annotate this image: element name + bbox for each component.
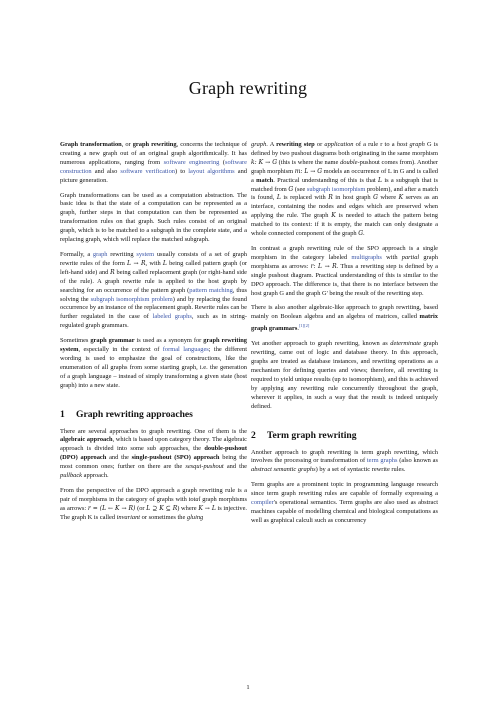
text-run: and the: [223, 463, 247, 471]
text-run: Graph transformations can be used as a computation abstraction. The basic idea is that the state of a computation can be represented as a graph, further steps in that computation can then be represented as transformation rules on that graph. Such rules consist of an original graph, which is to be matched to a subgraph in the complete state, and a replacing graph, which will replace the matched subgraph.: [60, 191, 247, 244]
math-expression: R: [328, 194, 333, 202]
inline-link[interactable]: multigraphs: [351, 253, 382, 261]
text-run: of a rule r to a: [353, 141, 397, 148]
text-run: and picture generation.: [60, 167, 247, 184]
text-run: graph rewriting, came out of logic and database theory. In this approach, graphs are treated as database instances, and rewriting operations as a mechanism for defining queries and views; therefore, all rewriting is required to yield unique results (up to isomorphism), and this is achieved by applying any rewriting rule concurrently throughout the graph, wherever it applies, in such a way that the result is indeed uniquely defined.: [251, 340, 438, 410]
text-run: Another approach to graph rewriting is term graph rewriting, which involves the processing or transformation of: [251, 448, 438, 465]
math-expression: L → R: [127, 259, 146, 267]
inline-link[interactable]: graph: [92, 250, 108, 258]
text-run: . A: [266, 141, 277, 148]
bold-term: graph grammar: [90, 337, 135, 345]
italic-term: determinate: [390, 340, 421, 348]
text-run: serves as an interface, containing the nodes and edges which are preserved when applying the rule. The graph: [251, 194, 438, 220]
text-run: is a subgraph that is matched from: [251, 176, 438, 193]
section-heading: [251, 430, 438, 441]
text-run: , or: [121, 141, 133, 148]
math-expression: m: L → G: [294, 167, 322, 175]
inline-link[interactable]: subgraph isomorphism: [306, 185, 366, 193]
paragraph: [251, 245, 438, 298]
paragraph: [251, 481, 438, 526]
paragraph: [60, 192, 247, 245]
text-run: , thus solving the: [60, 286, 247, 303]
text-run: or: [314, 141, 325, 148]
inline-link[interactable]: subgraph isomorphism problem: [90, 295, 173, 303]
bold-term: double-pushout (DPO) approach: [60, 445, 247, 462]
text-run: , especially in the context of: [78, 346, 163, 354]
inline-link[interactable]: term graphs: [366, 457, 398, 465]
italic-term: graph: [251, 141, 267, 148]
text-run: G is defined by two pushout diagrams both originating in the same morphism: [251, 141, 439, 157]
inline-link[interactable]: system: [136, 250, 155, 258]
bold-term: graph rewriting system: [60, 337, 247, 354]
section-number: 2: [251, 429, 256, 441]
section-number: 1: [60, 408, 65, 420]
text-run: is injective. The graph K is called: [60, 504, 248, 521]
text-run: ; the different wording is used to emphasize the goal of constructions, like the enumeration of all graphs from some starting graph, i.e. the generation of a graph language – instead of simply transforming a given state (host graph) into a new state.: [60, 346, 247, 389]
section-heading: [60, 409, 247, 420]
paragraph: [251, 141, 438, 239]
inline-link[interactable]: software engineering: [163, 158, 220, 166]
text-run: ) to: [174, 167, 189, 175]
text-run: From the perspective of the DPO approach a graph rewriting rule is a pair of morphisms in the category of graphs with: [60, 487, 247, 503]
italic-term: gluing: [186, 513, 204, 521]
math-expression: L: [162, 259, 167, 267]
text-run: Formally, a: [60, 250, 93, 258]
text-run: Yet another approach to graph rewriting, known as: [251, 340, 391, 348]
inline-link[interactable]: software verification: [120, 167, 175, 175]
inline-link[interactable]: formal languages: [162, 346, 209, 354]
text-run: . Practical understanding of this is that: [273, 176, 379, 184]
paragraph: [251, 304, 438, 334]
citation-link[interactable]: [1][2]: [298, 323, 310, 329]
text-run: , which is based upon category theory. The algebraic approach is divided into some sub approaches, the: [60, 436, 247, 453]
italic-term: application: [324, 141, 354, 148]
paragraph: [251, 340, 438, 411]
text-run: Term graphs are a prominent topic in programming language research since term graph rewriting rules are capable of formally expressing a: [251, 481, 438, 498]
bold-term: graph rewriting: [132, 141, 177, 148]
paragraph: [251, 449, 438, 476]
text-run: (: [219, 158, 225, 166]
text-run: -pushout comes from). Another graph morphism: [251, 158, 438, 175]
math-expression: K → L: [198, 504, 216, 512]
math-expression: R: [110, 268, 115, 276]
italic-term: total: [188, 495, 201, 503]
text-run: is used as a synonym for: [134, 337, 204, 345]
paragraph: [60, 251, 247, 331]
text-run: , with: [145, 259, 163, 267]
inline-link[interactable]: pattern matching: [189, 286, 233, 294]
inline-link[interactable]: layout algorithms: [188, 167, 235, 175]
math-expression: K: [398, 194, 404, 202]
text-run: graph morphisms as arrows:: [251, 253, 438, 270]
bold-term: Graph transformation: [60, 141, 122, 148]
bold-term: rewriting step: [276, 141, 315, 148]
text-run: .: [297, 325, 299, 333]
text-run: being called replacement graph (or right-hand side of the rule). A graph rewrite rule is applied to the host graph by searching for an occurrence of the pattern graph (: [60, 268, 248, 294]
inline-link[interactable]: software construction: [60, 158, 248, 175]
italic-term: sesqui-pushout: [185, 463, 224, 471]
text-run: . Thus a rewriting step is defined by a single pushout diagram. Practical understanding of this is similar to the DPO approach. The difference is, that there is no interface between the host graph G and the graph G' being the result of the rewriting step.: [251, 262, 439, 297]
text-run: Sometimes: [60, 337, 91, 345]
text-run: , such as in string-regulated graph grammars.: [60, 313, 247, 330]
text-run: and the: [106, 454, 132, 462]
paragraph: [60, 141, 247, 186]
text-run: ) by a set of syntactic rewrite rules.: [315, 466, 406, 474]
paragraph: [60, 337, 247, 390]
text-run: being the most common ones; further on there are the: [60, 454, 248, 471]
page-number: 1: [246, 684, 250, 691]
right-column: [251, 141, 438, 532]
italic-term: invariant: [116, 513, 141, 521]
math-expression: G: [373, 194, 378, 202]
text-run: , concerns the technique of creating a new graph out of an original graph algorithmically. It has numerous applications, ranging from: [60, 141, 248, 166]
text-run: where: [377, 194, 399, 202]
text-run: (this is where the name: [276, 158, 341, 166]
bold-term: single-pushout (SPO) approach: [131, 454, 220, 462]
bold-term: algebraic approach: [60, 436, 113, 444]
italic-term: partial: [401, 253, 420, 261]
text-run: usually consists of a set of graph rewrite rules of the form: [60, 250, 247, 267]
bold-term: match: [256, 176, 274, 184]
page-title: Graph rewriting: [188, 78, 308, 98]
math-expression: K: [331, 212, 336, 220]
paragraph: [60, 487, 247, 523]
math-expression: G: [358, 230, 363, 238]
italic-term: host graph: [396, 141, 425, 148]
paragraph: [60, 428, 247, 481]
math-expression: k: K → G: [251, 158, 277, 166]
text-run: There are several approaches to graph rewriting. One of them is the: [60, 427, 247, 435]
math-expression: L: [276, 194, 281, 202]
text-run: approach.: [82, 472, 109, 480]
text-run: 's operational semantics. Term graphs are also used as abstract machines capable of modelling chemical and biological computations as well as graphical calculi such as concurrency: [251, 499, 438, 524]
math-expression: L ⊇ K ⊆ R: [146, 504, 178, 512]
text-run: with: [381, 253, 402, 261]
section-title: Graph rewriting approaches: [76, 408, 193, 420]
text-run: is replaced with: [280, 194, 329, 202]
italic-term: double: [340, 158, 358, 166]
math-expression: L: [378, 176, 383, 184]
text-run: is needed to attach the pattern being matched to its context: if it is empty, the match can only designate a whole connected component of the graph: [251, 212, 438, 238]
inline-link[interactable]: labeled graphs: [152, 313, 192, 321]
text-run: There is also another algebraic-like approach to graph rewriting, based mainly on Boolean algebra and an algebra of matrices, called: [251, 304, 438, 321]
text-run: being called pattern graph (or left-hand side) and: [60, 259, 248, 276]
section-title: Term graph rewriting: [267, 429, 357, 441]
text-run: models an occurrence of L in G and is called a: [251, 167, 438, 184]
math-expression: r = (L ← K → R): [87, 504, 136, 512]
text-run: (also known as: [397, 457, 439, 465]
math-expression: G: [288, 185, 294, 193]
text-run: .: [362, 230, 365, 238]
text-run: in host graph: [332, 194, 374, 202]
inline-link[interactable]: compiler: [251, 499, 274, 507]
text-run: graph morphisms as arrows:: [60, 495, 247, 512]
left-column: [60, 141, 247, 529]
italic-term: abstract semantic graphs: [251, 466, 316, 474]
text-run: (or: [135, 504, 147, 512]
text-run: In contrast a graph rewriting rule of the SPO approach is a single morphism in the category labeled: [251, 244, 438, 261]
bold-term: matrix graph grammars: [251, 313, 438, 333]
text-run: or sometimes the: [140, 513, 187, 521]
text-run: rewriting: [107, 250, 137, 258]
text-run: ) where: [177, 504, 199, 512]
text-run: and also: [91, 167, 121, 175]
italic-term: pullback: [60, 472, 83, 480]
math-expression: r: L → R: [310, 262, 337, 270]
text-run: (see: [293, 185, 307, 193]
text-run: problem), and after a match is found,: [251, 185, 439, 202]
text-run: ) and by replacing the found occurrence by an instance of the replacement graph. Rewrite rules can be further regulated in the case of: [60, 295, 248, 321]
